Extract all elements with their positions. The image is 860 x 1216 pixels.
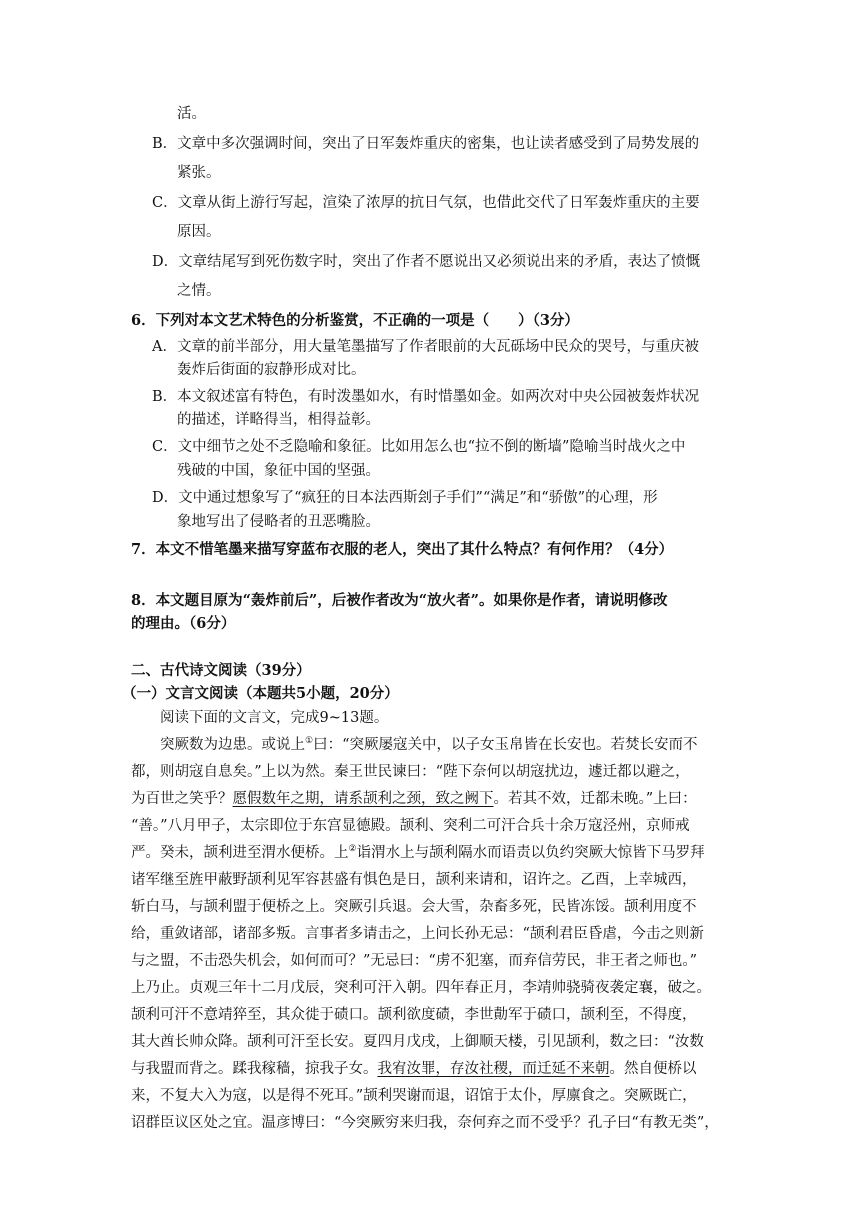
q5-option-a-continuation: 活。 [177, 106, 206, 122]
passage-line-13a: 与我盟而背之。蹂我稼穑，掠我子女。 [131, 1061, 378, 1077]
passage-line-2: 都，则胡寇自息矣。”上以为然。秦王世民谏曰：“陛下奈何以胡寇扰边，遽迁都以避之， [131, 764, 690, 780]
passage-line-8: 给，重敛诸部，诸部多叛。言事者多请击之，上问长孙无忌：“颉利君臣昏虐，今击之则新 [131, 926, 704, 942]
footnote-marker-1: ① [305, 736, 314, 747]
q8-stem-line1: 8．本文题目原为“轰炸前后”，后被作者改为“放火者”。如果你是作者，请说明修改 [131, 592, 668, 609]
section-2-title: 二、古代诗文阅读（39分） [131, 662, 311, 679]
passage-line-5b: 诣渭水上与颉利隔水而语责以负约突厥大惊皆下马罗拜 [356, 845, 705, 861]
passage-line-1a: 突厥数为边患。或说上 [160, 737, 305, 753]
passage-line-14: 来，不复大入为寇，以是得不死耳。”颉利哭谢而退，诏馆于太仆，厚廪食之。突厥既亡， [131, 1088, 697, 1104]
q6-option-c-line1: C．文中细节之处不乏隐喻和象征。比如用怎么也“拉不倒的断墙”隐喻当时战火之中 [152, 439, 686, 455]
passage-line-12: 其大酋长帅众降。颉利可汗至长安。夏四月戊戌，上御顺天楼，引见颉利，数之曰：“汝数 [131, 1034, 704, 1050]
q6-option-d-line1: D．文中通过想象写了“疯狂的日本法西斯刽子手们”“满足”和“骄傲”的心理，形 [152, 490, 658, 506]
q5-option-b-line2: 紧张。 [177, 165, 221, 181]
passage-line-5 [131, 843, 705, 863]
q6-option-d-line2: 象地写出了侵略者的丑恶嘴脸。 [177, 514, 380, 530]
passage-line-13b: 。然自便桥以 [609, 1061, 697, 1077]
q6-option-b-line2: 的描述，详略得当，相得益彰。 [177, 412, 380, 428]
passage-line-1b: 曰：“突厥屡寇关中，以子女玉帛皆在长安也。若焚长安而不 [313, 737, 698, 753]
passage-line-7: 斩白马，与颉利盟于便桥之上。突厥引兵退。会大雪，杂畜多死，民皆冻馁。颉利用度不 [131, 899, 697, 915]
passage-line-3a: 为百世之笑乎？ [131, 791, 233, 807]
passage-line-1 [160, 735, 698, 755]
passage-line-9: 与之盟，不击恐失机会，如何而可？”无忌曰：“虏不犯塞，而弃信劳民，非王者之师也。” [131, 953, 697, 969]
q5-option-d-line1: D．文章结尾写到死伤数字时，突出了作者不愿说出又必须说出来的矛盾，表达了愤慨 [152, 254, 701, 270]
passage-line-3b: 。若其不效，迁都未晚。”上曰： [493, 791, 697, 807]
q8-stem-line2: 的理由。（6分） [131, 615, 236, 632]
passage-line-13 [131, 1059, 697, 1079]
q5-option-c-line2: 原因。 [177, 224, 221, 240]
q6-option-a-line1: A．文章的前半部分，用大量笔墨描写了作者眼前的大瓦砾场中民众的哭号，与重庆被 [152, 339, 699, 355]
passage-line-5a: 严。癸未，颉利进至渭水便桥。上 [131, 845, 349, 861]
passage-line-15: 诏群臣议区处之宜。温彦博曰：“今突厥穷来归我，奈何弃之而不受乎？孔子曰“有教无类”， [131, 1115, 719, 1131]
q6-option-c-line2: 残破的中国，象征中国的坚强。 [177, 463, 380, 479]
reading-instruction: 阅读下面的文言文，完成9~13题。 [160, 710, 389, 726]
underlined-sentence-1: 愿假数年之期，请系颉利之颈，致之阙下 [232, 791, 494, 807]
section-2-subtitle: （一）文言文阅读（本题共5小题，20分） [122, 685, 399, 702]
q6-option-a-line2: 轰炸后街面的寂静形成对比。 [177, 362, 366, 378]
passage-line-3 [131, 789, 697, 809]
passage-line-10: 上乃止。贞观三年十二月戊辰，突利可汗入朝。四年春正月，李靖帅骁骑夜袭定襄，破之。 [131, 980, 711, 996]
passage-line-6: 诸军继至旌甲蔽野颉利见军容甚盛有惧色是日，颉利来请和，诏许之。乙酉，上幸城西， [131, 872, 697, 888]
footnote-marker-2: ② [348, 844, 357, 855]
q6-stem: 6．下列对本文艺术特色的分析鉴赏，不正确的一项是（ ）（3分） [131, 312, 579, 329]
q7-stem: 7．本文不惜笔墨来描写穿蓝布衣服的老人，突出了其什么特点？有何作用？（4分） [131, 541, 674, 558]
q6-option-b-line1: B．本文叙述富有特色，有时泼墨如水，有时惜墨如金。如两次对中央公园被轰炸状况 [152, 389, 700, 405]
q5-option-b-line1: B．文章中多次强调时间，突出了日军轰炸重庆的密集，也让读者感受到了局势发展的 [152, 136, 700, 152]
underlined-sentence-2: 我宥汝罪，存汝社稷，而迁延不来朝 [377, 1061, 610, 1077]
q5-option-d-line2: 之情。 [177, 283, 221, 299]
q5-option-c-line1: C．文章从街上游行写起，渲染了浓厚的抗日气氛，也借此交代了日军轰炸重庆的主要 [152, 195, 700, 211]
passage-line-4: “善。”八月甲子，太宗即位于东宫显德殿。颉利、突利二可汗合兵十余万寇泾州，京师戒 [131, 818, 690, 834]
passage-line-11: 颉利可汗不意靖猝至，其众徙于碛口。颉利欲度碛，李世勣军于碛口，颉利至，不得度， [131, 1007, 697, 1023]
